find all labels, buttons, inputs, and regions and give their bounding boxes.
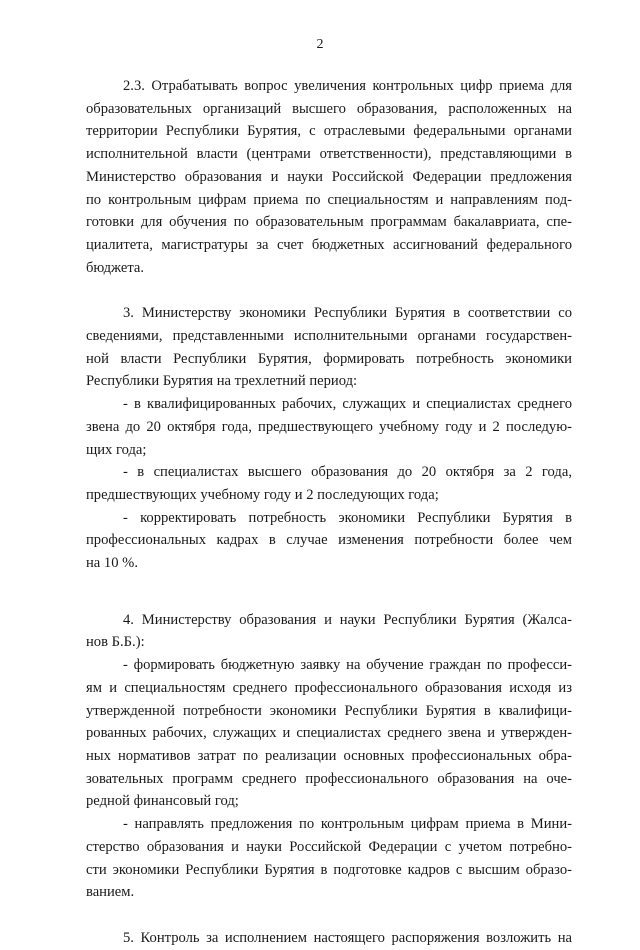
text-line: на 10 %. xyxy=(86,555,138,572)
text-line: ной власти Республики Бурятия, формировать потребность экономики xyxy=(86,350,572,367)
text-line: ных нормативов затрат по реализации основных профессиональных обра- xyxy=(86,747,572,764)
text-line: Министерство образования и науки Российской Федерации предложения xyxy=(86,168,572,185)
text-line: 2.3. Отрабатывать вопрос увеличения контрольных цифр приема для xyxy=(123,78,572,94)
text-line: циалитета, магистратуры за счет бюджетных ассигнований федерального xyxy=(86,236,572,253)
text-line: рованных рабочих, служащих и специалистах среднего звена и утвержден- xyxy=(86,725,572,742)
paragraph-2-3 xyxy=(86,75,572,279)
text-line: утвержденной потребности экономики Республики Бурятия в квалифици- xyxy=(86,702,572,719)
text-line: - в специалистах высшего образования до 20 октября за 2 года, xyxy=(123,464,572,481)
text-line: Республики Бурятия на трехлетний период: xyxy=(86,373,358,390)
text-line: предшествующих учебному году и 2 последующих года; xyxy=(86,486,439,503)
text-line: 3. Министерству экономики Республики Бурятия в соответствии со xyxy=(123,305,572,322)
text-line: - в квалифицированных рабочих, служащих и специалистах среднего xyxy=(123,396,572,413)
text-line: сти экономики Республики Бурятия в подготовке кадров с высшим образо- xyxy=(86,861,572,878)
paragraph-3 xyxy=(86,302,572,393)
paragraph-5 xyxy=(86,927,572,950)
text-line: стерство образования и науки Российской Федерации с учетом потребно- xyxy=(86,838,572,855)
text-line: - направлять предложения по контрольным цифрам приема в Мини- xyxy=(123,816,572,833)
paragraph-4-item-proposals xyxy=(86,813,572,904)
text-line: бюджета. xyxy=(86,259,145,276)
text-line: - формировать бюджетную заявку на обучение граждан по професси- xyxy=(123,657,572,674)
paragraph-4-item-budget-request xyxy=(86,654,572,813)
paragraph-3-item-qualified-workers xyxy=(86,393,572,461)
paragraph-4 xyxy=(86,609,572,654)
page-number: 2 xyxy=(316,37,324,52)
text-line: профессиональных кадрах в случае изменения потребности более чем xyxy=(86,532,572,549)
document-body xyxy=(86,75,572,950)
text-line: 4. Министерству образования и науки Республики Бурятия (Жалса- xyxy=(123,611,572,628)
text-line: ванием. xyxy=(86,884,135,901)
text-line: - корректировать потребность экономики Республики Бурятия в xyxy=(123,509,572,526)
text-line: по контрольным цифрам приема по специальностям и направлениям под- xyxy=(86,191,572,208)
text-line: готовки для обучения по образовательным программам бакалавриата, спе- xyxy=(86,214,572,231)
text-line: исполнительной власти (центрами ответственности), представляющими в xyxy=(86,146,572,163)
text-line: образовательных организаций высшего образования, расположенных на xyxy=(86,100,572,117)
paragraph-3-item-higher-education xyxy=(86,461,572,506)
text-line: нов Б.Б.): xyxy=(86,634,145,651)
text-line: ям и специальностям среднего профессионального образования исходя из xyxy=(86,679,572,696)
text-line: редной финансовый год; xyxy=(86,793,239,810)
text-line: 5. Контроль за исполнением настоящего распоряжения возложить на xyxy=(123,929,572,946)
text-line: территории Республики Бурятия, с отраслевыми федеральными органами xyxy=(86,123,572,140)
text-line: сведениями, представленными исполнительными органами государствен- xyxy=(86,328,572,345)
text-line: зовательных программ среднего профессионального образования на оче- xyxy=(86,770,572,787)
text-line: щих года; xyxy=(86,441,147,458)
text-line: звена до 20 октября года, предшествующего учебному году и 2 последую- xyxy=(86,418,572,435)
paragraph-3-item-correction xyxy=(86,507,572,575)
